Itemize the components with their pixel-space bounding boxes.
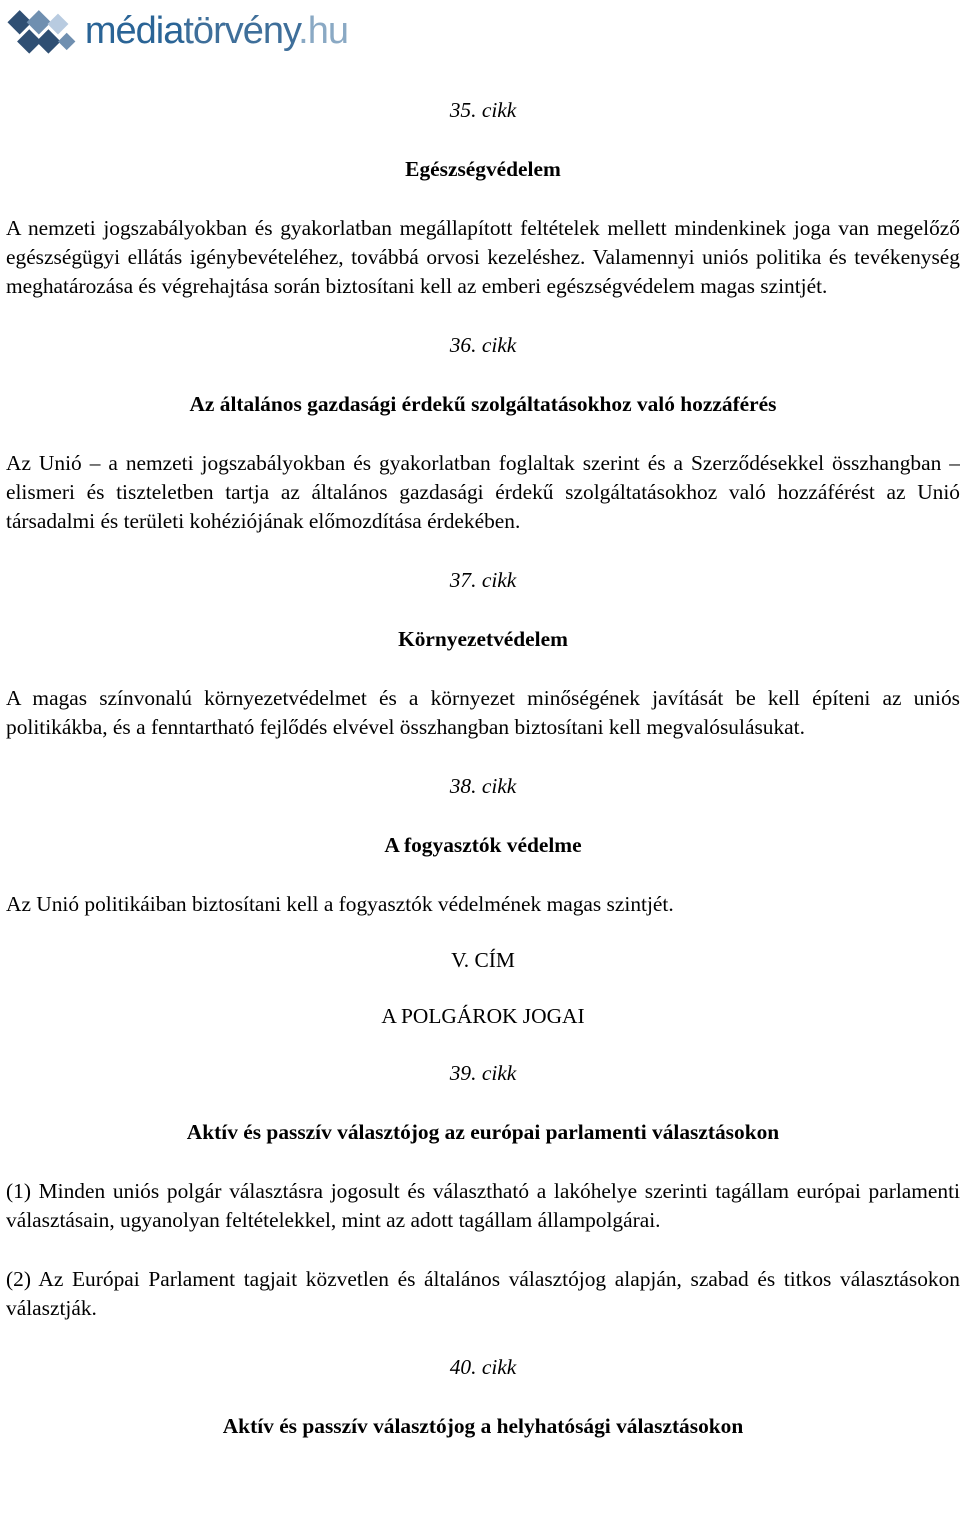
site-logo[interactable] [4,2,348,60]
logo-text-part-1: média [84,10,184,52]
article-paragraph: A magas színvonalú környezetvédelmet és a környezet minőségének javítását be kell építeni az uniós politikákba, és a fenntartható fejlődés elvével összhangban biztosítani kell megvalósulásukat. [6,686,960,739]
article-paragraph: Az Unió – a nemzeti jogszabályokban és gyakorlatban foglaltak szerint és a Szerződésekkel összhangban – elismeri és tiszteletben tartja az általános gazdasági érdekű szolgáltatásokhoz való hozzáférést az Unió társadalmi és területi kohéziójának előmozdítása érdekében. [6,451,960,533]
article-heading: Környezetvédelem [398,627,568,651]
logo-diamonds-icon [4,3,79,59]
article-number: 35. cikk [449,98,517,122]
logo-text-part-3: .hu [298,10,348,52]
article-number: 39. cikk [449,1061,517,1085]
document-body [6,96,960,1441]
article-heading: A fogyasztók védelme [384,833,582,857]
article-number: 38. cikk [449,774,517,798]
article-number: 36. cikk [449,333,517,357]
article-paragraph: Az Unió politikáiban biztosítani kell a fogyasztók védelmének magas szintjét. [6,892,674,916]
title-name: A POLGÁROK JOGAI [381,1004,585,1028]
article-heading: Aktív és passzív választójog az európai parlamenti választásokon [186,1120,780,1144]
article-heading: Egészségvédelem [405,157,561,181]
article-number: 40. cikk [449,1355,517,1379]
article-heading: Az általános gazdasági érdekű szolgáltatásokhoz való hozzáférés [189,392,777,416]
article-paragraph: (1) Minden uniós polgár választásra jogosult és választható a lakóhelye szerinti tagállam európai parlamenti választásain, ugyanolyan feltételekkel, mint az adott tagállam állampolgárai. [6,1179,960,1232]
article-heading: Aktív és passzív választójog a helyhatósági választásokon [222,1414,744,1438]
logo-text-part-2: törvény [183,10,299,52]
article-number: 37. cikk [449,568,517,592]
article-paragraph: (2) Az Európai Parlament tagjait közvetlen és általános választójog alapján, szabad és titkos választásokon választják. [6,1267,960,1320]
article-paragraph: A nemzeti jogszabályokban és gyakorlatban megállapított feltételek mellett mindenkinek joga van megelőző egészségügyi ellátás igénybevételéhez, továbbá orvosi kezeléshez. Valamennyi uniós politika és tevékenység meghatározása és végrehajtása során biztosítani kell az emberi egészségvédelem magas szintjét. [6,216,960,298]
title-number: V. CÍM [451,948,515,972]
logo-wordmark [85,12,348,50]
